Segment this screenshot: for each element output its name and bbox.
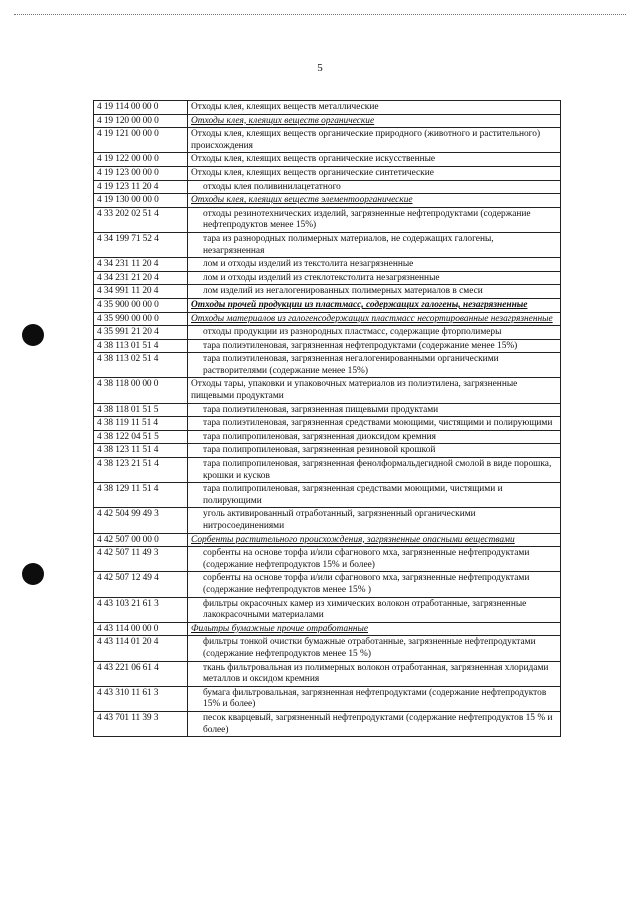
waste-code-cell: 4 35 990 00 00 0 <box>94 312 188 326</box>
waste-description-cell: фильтры окрасочных камер из химических волокон отработанные, загрязненные лакокрасочными материалами <box>188 597 561 622</box>
waste-code-cell: 4 38 118 00 00 0 <box>94 378 188 403</box>
table-row <box>94 622 561 636</box>
waste-description-cell: бумага фильтровальная, загрязненная нефтепродуктами (содержание нефтепродуктов 15% и более) <box>188 686 561 711</box>
header-dotted-line <box>14 14 626 15</box>
waste-code-cell: 4 19 123 11 20 4 <box>94 180 188 194</box>
table-row <box>94 661 561 686</box>
waste-code-cell: 4 42 507 11 49 3 <box>94 547 188 572</box>
waste-description-cell: тара полиэтиленовая, загрязненная негалогенированными органическими растворителями (содержание менее 15%) <box>188 353 561 378</box>
table-row <box>94 483 561 508</box>
waste-code-cell: 4 19 114 00 00 0 <box>94 101 188 115</box>
waste-description-cell: Отходы тары, упаковки и упаковочных материалов из полиэтилена, загрязненные пищевыми продуктами <box>188 378 561 403</box>
waste-code-cell: 4 19 121 00 00 0 <box>94 128 188 153</box>
waste-code-cell: 4 43 114 00 00 0 <box>94 622 188 636</box>
waste-code-cell: 4 19 120 00 00 0 <box>94 114 188 128</box>
table-row <box>94 597 561 622</box>
table-row <box>94 430 561 444</box>
waste-code-cell: 4 38 113 01 51 4 <box>94 339 188 353</box>
waste-description-cell: отходы продукции из разнородных пластмасс, содержащие фторполимеры <box>188 326 561 340</box>
waste-description-cell: отходы клея поливинилацетатного <box>188 180 561 194</box>
table-row <box>94 378 561 403</box>
table-row <box>94 339 561 353</box>
waste-code-cell: 4 38 129 11 51 4 <box>94 483 188 508</box>
waste-description-cell: тара полипропиленовая, загрязненная фенолформальдегидной смолой в виде порошка, крошки и кусков <box>188 458 561 483</box>
waste-code-cell: 4 42 504 99 49 3 <box>94 508 188 533</box>
table-row <box>94 353 561 378</box>
waste-code-cell: 4 35 991 21 20 4 <box>94 326 188 340</box>
waste-code-cell: 4 43 221 06 61 4 <box>94 661 188 686</box>
waste-description-cell: тара из разнородных полимерных материалов, не содержащих галогены, незагрязненная <box>188 232 561 257</box>
table-row <box>94 711 561 736</box>
waste-description-cell: фильтры тонкой очистки бумажные отработанные, загрязненные нефтепродуктами (содержание нефтепродуктов менее 15 %) <box>188 636 561 661</box>
waste-code-cell: 4 19 123 00 00 0 <box>94 166 188 180</box>
waste-code-cell: 4 19 122 00 00 0 <box>94 153 188 167</box>
waste-description-cell: тара полиэтиленовая, загрязненная пищевыми продуктами <box>188 403 561 417</box>
waste-description-cell: песок кварцевый, загрязненный нефтепродуктами (содержание нефтепродуктов 15 % и более) <box>188 711 561 736</box>
table-row <box>94 232 561 257</box>
waste-code-cell: 4 34 199 71 52 4 <box>94 232 188 257</box>
table-row <box>94 458 561 483</box>
table-row <box>94 508 561 533</box>
waste-code-cell: 4 35 900 00 00 0 <box>94 298 188 312</box>
table-row <box>94 101 561 115</box>
waste-description-cell: тара полипропиленовая, загрязненная резиновой крошкой <box>188 444 561 458</box>
waste-description-cell: Отходы клея, клеящих веществ органические синтетические <box>188 166 561 180</box>
table-row <box>94 533 561 547</box>
waste-description-cell: сорбенты на основе торфа и/или сфагнового мха, загрязненные нефтепродуктами (содержание нефтепродуктов менее 15% ) <box>188 572 561 597</box>
waste-description-cell: лом и отходы изделий из стеклотекстолита незагрязненные <box>188 271 561 285</box>
table-row <box>94 572 561 597</box>
waste-code-cell: 4 38 113 02 51 4 <box>94 353 188 378</box>
waste-code-cell: 4 43 103 21 61 3 <box>94 597 188 622</box>
waste-description-cell: тара полипропиленовая, загрязненная диоксидом кремния <box>188 430 561 444</box>
waste-code-cell: 4 33 202 02 51 4 <box>94 207 188 232</box>
waste-description-cell: Сорбенты растительного происхождения, загрязненные опасными веществами <box>188 533 561 547</box>
waste-description-cell: тара полипропиленовая, загрязненная средствами моющими, чистящими и полирующими <box>188 483 561 508</box>
table-row <box>94 298 561 312</box>
page-number: 5 <box>317 62 323 74</box>
waste-description-cell: лом и отходы изделий из текстолита незагрязненные <box>188 258 561 272</box>
table-row <box>94 194 561 208</box>
waste-description-cell: отходы резинотехнических изделий, загрязненные нефтепродуктами (содержание нефтепродуктов менее 15%) <box>188 207 561 232</box>
table-row <box>94 166 561 180</box>
waste-code-cell: 4 38 123 11 51 4 <box>94 444 188 458</box>
table-row <box>94 271 561 285</box>
table-row <box>94 258 561 272</box>
table-row <box>94 180 561 194</box>
table-row <box>94 128 561 153</box>
table-row <box>94 326 561 340</box>
waste-code-cell: 4 43 701 11 39 3 <box>94 711 188 736</box>
waste-code-cell: 4 42 507 00 00 0 <box>94 533 188 547</box>
table-row <box>94 417 561 431</box>
waste-code-cell: 4 34 991 11 20 4 <box>94 285 188 299</box>
waste-code-cell: 4 19 130 00 00 0 <box>94 194 188 208</box>
table-row <box>94 207 561 232</box>
table-row <box>94 547 561 572</box>
waste-description-cell: тара полиэтиленовая, загрязненная средствами моющими, чистящими и полирующими <box>188 417 561 431</box>
waste-code-cell: 4 43 310 11 61 3 <box>94 686 188 711</box>
waste-codes-table <box>93 100 561 737</box>
punch-hole-mark <box>22 563 44 585</box>
waste-description-cell: Отходы материалов из галогенсодержащих пластмасс несортированные незагрязненные <box>188 312 561 326</box>
waste-code-cell: 4 34 231 21 20 4 <box>94 271 188 285</box>
waste-code-cell: 4 43 114 01 20 4 <box>94 636 188 661</box>
waste-description-cell: Отходы клея, клеящих веществ металлические <box>188 101 561 115</box>
table-row <box>94 444 561 458</box>
waste-description-cell: Отходы клея, клеящих веществ органические <box>188 114 561 128</box>
waste-description-cell: Отходы прочей продукции из пластмасс, содержащих галогены, незагрязненные <box>188 298 561 312</box>
waste-description-cell: Отходы клея, клеящих веществ органические искусственные <box>188 153 561 167</box>
waste-code-cell: 4 38 119 11 51 4 <box>94 417 188 431</box>
table-row <box>94 403 561 417</box>
waste-codes-table-body <box>94 101 561 737</box>
waste-code-cell: 4 34 231 11 20 4 <box>94 258 188 272</box>
waste-description-cell: ткань фильтровальная из полимерных волокон отработанная, загрязненная хлоридами металлов и оксидом кремния <box>188 661 561 686</box>
waste-description-cell: лом изделий из негалогенированных полимерных материалов в смеси <box>188 285 561 299</box>
waste-description-cell: Отходы клея, клеящих веществ органические природного (животного и растительного) происхождения <box>188 128 561 153</box>
punch-hole-mark <box>22 324 44 346</box>
table-row <box>94 114 561 128</box>
waste-description-cell: уголь активированный отработанный, загрязненный органическими нитросоединениями <box>188 508 561 533</box>
waste-code-cell: 4 38 118 01 51 5 <box>94 403 188 417</box>
waste-description-cell: тара полиэтиленовая, загрязненная нефтепродуктами (содержание менее 15%) <box>188 339 561 353</box>
table-row <box>94 285 561 299</box>
table-row <box>94 636 561 661</box>
waste-code-cell: 4 38 123 21 51 4 <box>94 458 188 483</box>
table-row <box>94 686 561 711</box>
waste-code-cell: 4 42 507 12 49 4 <box>94 572 188 597</box>
table-row <box>94 153 561 167</box>
table-row <box>94 312 561 326</box>
waste-description-cell: Фильтры бумажные прочие отработанные <box>188 622 561 636</box>
waste-description-cell: сорбенты на основе торфа и/или сфагнового мха, загрязненные нефтепродуктами (содержание нефтепродуктов 15% и более) <box>188 547 561 572</box>
waste-code-cell: 4 38 122 04 51 5 <box>94 430 188 444</box>
waste-description-cell: Отходы клея, клеящих веществ элементоорганические <box>188 194 561 208</box>
